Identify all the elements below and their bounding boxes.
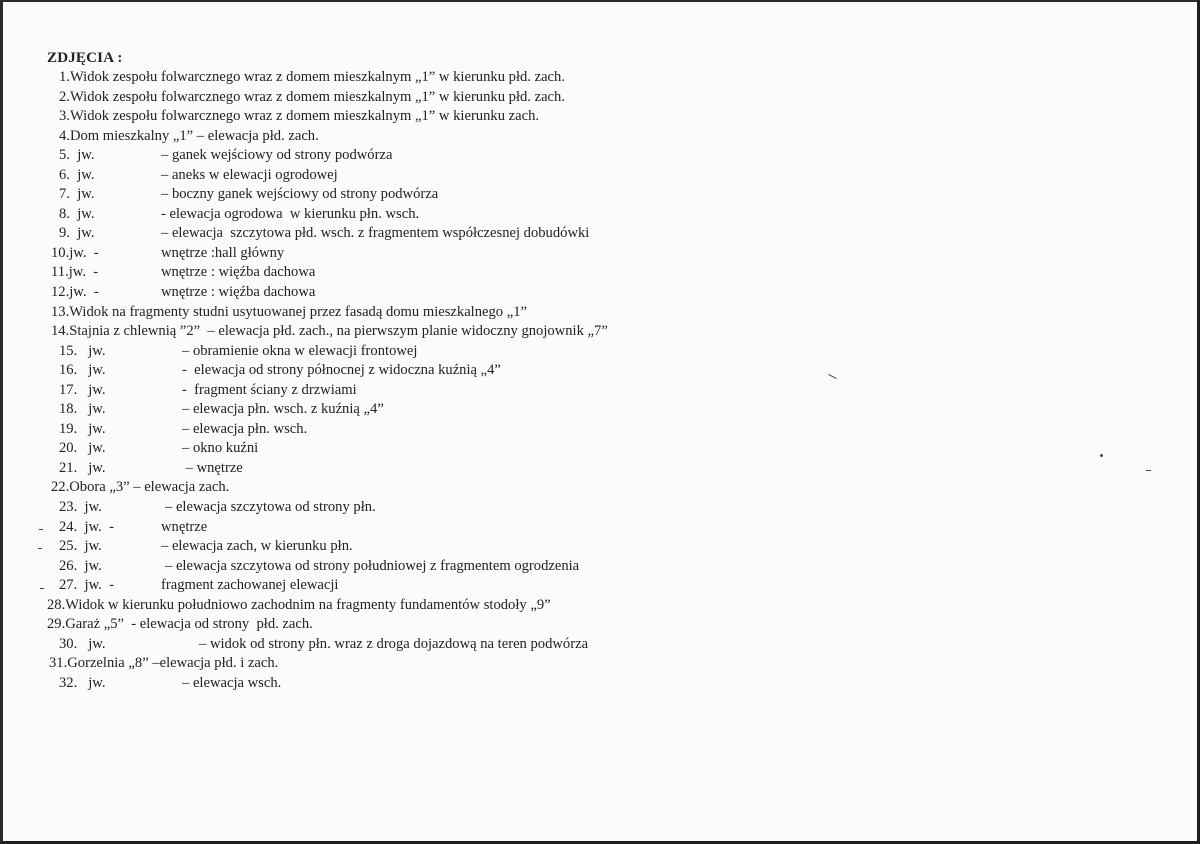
photo-item-description: - fragment ściany z drzwiami xyxy=(182,381,357,398)
photo-item-description: – ganek wejściowy od strony podwórza xyxy=(161,147,393,164)
photo-list-item xyxy=(47,322,608,342)
photo-list-item xyxy=(47,478,230,498)
photo-item-number-and-subject: 3.Widok zespołu folwarcznego wraz z domem mieszkalnym „1” w kierunku zach. xyxy=(59,108,540,125)
photo-list-item xyxy=(47,537,353,557)
photo-list-item xyxy=(47,654,279,674)
photo-item-number-and-subject: 17. jw. xyxy=(59,381,106,398)
photo-list-item xyxy=(47,205,420,225)
scan-speck xyxy=(828,374,836,379)
photo-item-number-and-subject: 1.Widok zespołu folwarcznego wraz z domem mieszkalnym „1” w kierunku płd. zach. xyxy=(59,69,565,85)
photo-item-number-and-subject: 2.Widok zespołu folwarcznego wraz z domem mieszkalnym „1” w kierunku płd. zach. xyxy=(59,88,565,105)
photo-list xyxy=(47,68,608,694)
photo-list-item xyxy=(47,283,316,303)
photo-item-number-and-subject: 23. jw. xyxy=(59,499,102,516)
photo-list-item xyxy=(47,596,551,616)
photo-item-number-and-subject: 24. jw. - xyxy=(59,518,114,535)
photo-item-number-and-subject: 4.Dom mieszkalny „1” – elewacja płd. zach. xyxy=(59,127,319,144)
photo-item-description: - elewacja od strony północnej z widoczna kuźnią „4” xyxy=(182,362,501,379)
photo-item-description: – obramienie okna w elewacji frontowej xyxy=(182,342,418,359)
photo-item-number-and-subject: 27. jw. - xyxy=(59,577,114,594)
photo-item-description: wnętrze : więźba dachowa xyxy=(161,284,316,301)
photo-item-description: wnętrze :hall główny xyxy=(161,244,285,261)
photo-item-number-and-subject: 32. jw. xyxy=(59,674,106,691)
scan-speck xyxy=(40,588,44,589)
photo-item-description: – elewacja szczytowa od strony południowej z fragmentem ogrodzenia xyxy=(165,557,580,574)
photo-item-number-and-subject: 9. jw. xyxy=(59,225,95,242)
photo-list-item xyxy=(47,166,338,186)
photo-item-number-and-subject: 15. jw. xyxy=(59,342,106,359)
scan-speck xyxy=(39,529,43,530)
photo-item-description: – elewacja szczytowa od strony płn. xyxy=(165,499,376,516)
photo-list-document xyxy=(47,49,608,694)
photo-list-item xyxy=(47,459,243,479)
photo-item-number-and-subject: 25. jw. xyxy=(59,538,102,555)
photo-item-number-and-subject: 28.Widok w kierunku południowo zachodnim na fragmenty fundamentów stodoły „9” xyxy=(47,596,551,613)
photo-list-item xyxy=(47,674,282,694)
photo-list-item xyxy=(47,635,589,655)
scan-speck xyxy=(1100,454,1103,457)
photo-list-item xyxy=(47,303,527,323)
photo-item-description: fragment zachowanej elewacji xyxy=(161,577,339,594)
photo-list-item xyxy=(47,498,376,518)
photo-item-number-and-subject: 16. jw. xyxy=(59,362,106,379)
photo-item-description: – wnętrze xyxy=(182,459,243,476)
photo-list-item xyxy=(47,224,590,244)
photo-item-description: – elewacja płn. wsch. z kuźnią „4” xyxy=(182,401,384,418)
photo-item-number-and-subject: 8. jw. xyxy=(59,205,95,222)
photo-item-number-and-subject: 29.Garaż „5” - elewacja od strony płd. zach. xyxy=(47,616,313,633)
photo-item-number-and-subject: 11.jw. - xyxy=(51,264,99,281)
photo-item-number-and-subject: 26. jw. xyxy=(59,557,102,574)
document-heading: ZDJĘCIA : xyxy=(47,50,123,66)
photo-item-number-and-subject: 21. jw. xyxy=(59,459,106,476)
photo-item-number-and-subject: 7. jw. xyxy=(59,186,95,203)
photo-item-description: – aneks w elewacji ogrodowej xyxy=(161,166,338,183)
scan-speck xyxy=(1146,470,1151,471)
photo-list-item xyxy=(47,263,316,283)
photo-list-item xyxy=(47,439,259,459)
photo-list-item xyxy=(47,420,308,440)
photo-item-number-and-subject: 18. jw. xyxy=(59,401,106,418)
photo-list-item xyxy=(47,400,384,420)
photo-item-description: – okno kuźni xyxy=(182,440,259,457)
photo-item-number-and-subject: 22.Obora „3” – elewacja zach. xyxy=(51,479,230,496)
photo-item-number-and-subject: 20. jw. xyxy=(59,440,106,457)
photo-item-description: wnętrze xyxy=(161,518,208,535)
photo-item-number-and-subject: 6. jw. xyxy=(59,166,95,183)
photo-list-item xyxy=(47,88,565,108)
photo-item-description: – elewacja płn. wsch. xyxy=(182,420,308,437)
photo-item-description: – widok od strony płn. wraz z droga dojazdową na teren podwórza xyxy=(199,635,589,652)
photo-item-number-and-subject: 14.Stajnia z chlewnią ”2” – elewacja płd. zach., na pierwszym planie widoczny gnojownik „7” xyxy=(51,323,608,340)
photo-item-number-and-subject: 10.jw. - xyxy=(51,244,99,261)
photo-list-item xyxy=(47,68,565,88)
photo-list-item xyxy=(47,244,285,264)
photo-list-item xyxy=(47,381,357,401)
photo-list-item xyxy=(47,127,319,147)
photo-item-description: wnętrze : więźba dachowa xyxy=(161,264,316,281)
photo-list-item xyxy=(47,185,439,205)
photo-list-item xyxy=(47,107,540,127)
photo-list-item xyxy=(47,576,339,596)
photo-item-number-and-subject: 19. jw. xyxy=(59,420,106,437)
photo-item-description: – elewacja wsch. xyxy=(182,674,282,691)
photo-item-description: – elewacja zach, w kierunku płn. xyxy=(161,538,353,555)
photo-list-item xyxy=(47,615,313,635)
photo-list-item xyxy=(47,518,208,538)
photo-item-number-and-subject: 31.Gorzelnia „8” –elewacja płd. i zach. xyxy=(49,655,279,672)
photo-list-item xyxy=(47,361,501,381)
scan-speck xyxy=(38,548,42,549)
photo-item-description: - elewacja ogrodowa w kierunku płn. wsch. xyxy=(161,205,420,222)
photo-item-description: – boczny ganek wejściowy od strony podwórza xyxy=(161,186,439,203)
photo-list-item xyxy=(47,146,393,166)
photo-list-item xyxy=(47,557,580,577)
photo-list-item xyxy=(47,342,418,362)
photo-item-number-and-subject: 5. jw. xyxy=(59,147,95,164)
photo-item-number-and-subject: 30. jw. xyxy=(59,635,106,652)
photo-item-number-and-subject: 13.Widok na fragmenty studni usytuowanej przez fasadą domu mieszkalnego „1” xyxy=(51,303,527,320)
photo-item-description: – elewacja szczytowa płd. wsch. z fragmentem współczesnej dobudówki xyxy=(161,225,590,242)
photo-item-number-and-subject: 12.jw. - xyxy=(51,284,99,301)
